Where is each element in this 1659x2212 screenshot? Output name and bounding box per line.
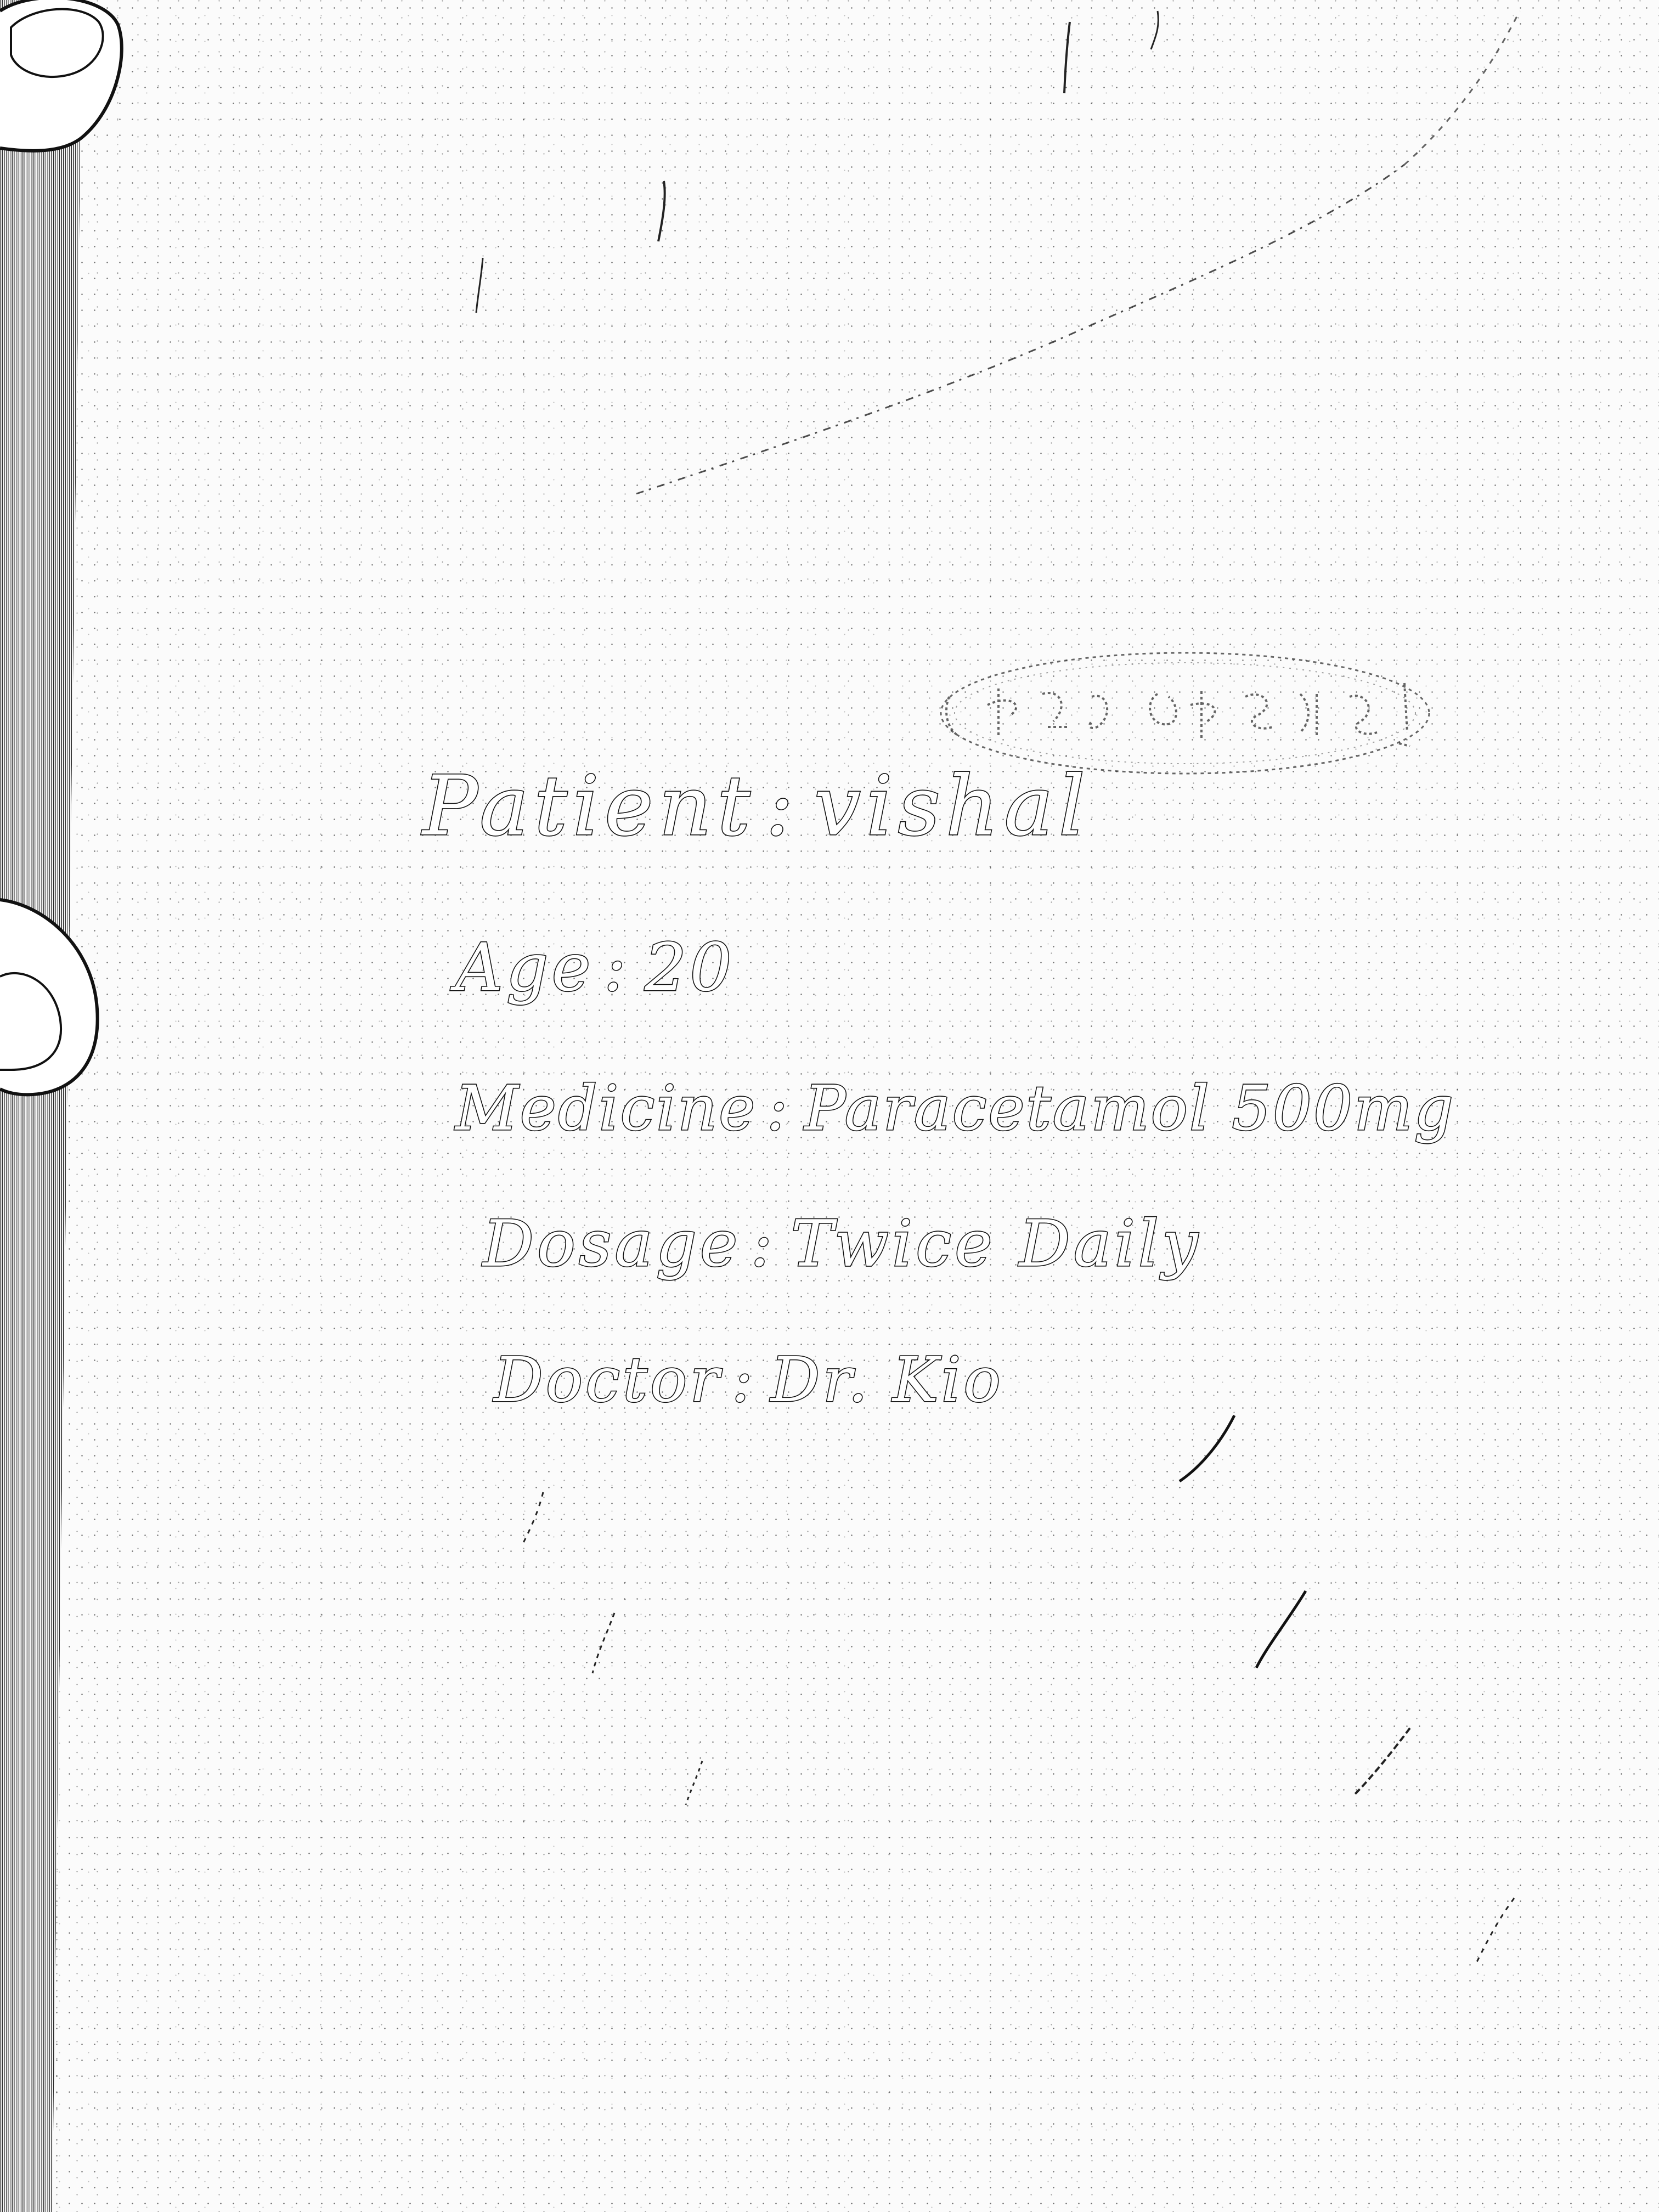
field-doctor bbox=[494, 1345, 1003, 1416]
separator: : bbox=[603, 930, 629, 1006]
label-patient: Patient bbox=[422, 759, 756, 854]
value-age: 20 bbox=[644, 930, 735, 1006]
separator: : bbox=[731, 1345, 755, 1416]
value-patient: vishal bbox=[814, 759, 1091, 854]
separator: : bbox=[765, 759, 799, 854]
label-age: Age bbox=[455, 930, 594, 1006]
field-age bbox=[455, 930, 735, 1006]
value-dosage: Twice Daily bbox=[791, 1207, 1201, 1281]
field-patient bbox=[422, 759, 1091, 854]
label-medicine: Medicine bbox=[455, 1073, 757, 1144]
field-dosage bbox=[483, 1207, 1201, 1281]
value-medicine: Paracetamol 500mg bbox=[804, 1073, 1455, 1144]
label-dosage: Dosage bbox=[483, 1207, 741, 1281]
label-doctor: Doctor bbox=[494, 1345, 722, 1416]
separator: : bbox=[766, 1073, 789, 1144]
separator: : bbox=[751, 1207, 776, 1281]
value-doctor: Dr. Kio bbox=[770, 1345, 1003, 1416]
field-medicine bbox=[455, 1073, 1455, 1144]
